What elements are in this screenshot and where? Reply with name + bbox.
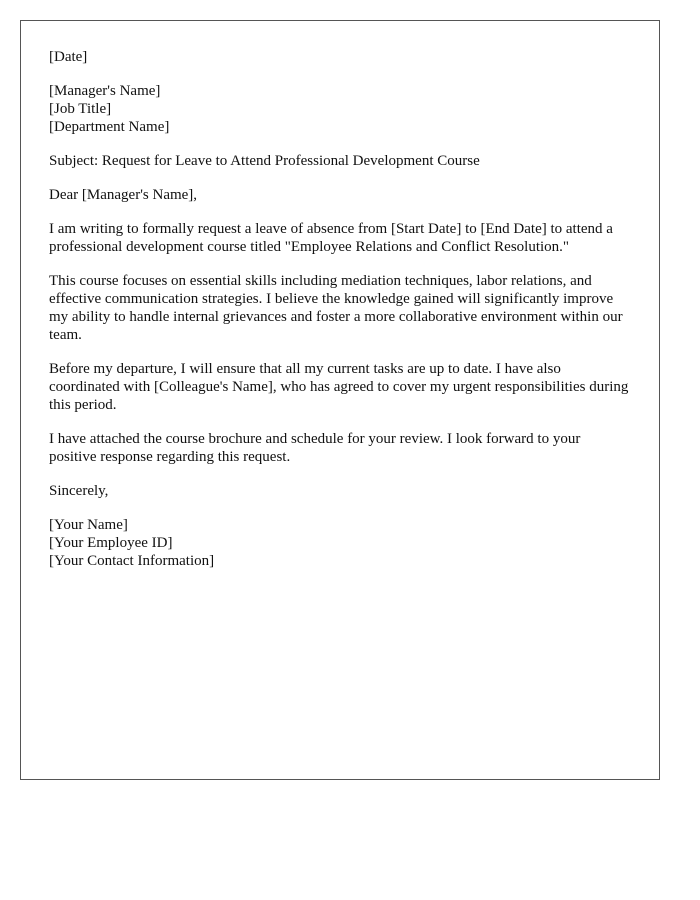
signature-employee-id: [Your Employee ID]: [49, 535, 173, 551]
body-paragraph-leave-request: I am writing to formally request a leave of absence from [Start Date] to [End Date] to attend a professional development course titled "Employee Relations and Conflict Resolution.": [49, 221, 613, 255]
letter-page: [20, 20, 660, 780]
recipient-title: [Job Title]: [49, 101, 112, 117]
body-paragraph-course-focus: This course focuses on essential skills including mediation techniques, labor relations, and effective communication strategies. I believe the knowledge gained will significantly improve my ability to handle internal grievances and foster a more collaborative environment within our team.: [49, 273, 623, 343]
letter-date: [Date]: [49, 49, 88, 65]
body-paragraph-coverage: Before my departure, I will ensure that all my current tasks are up to date. I have also coordinated with [Colleague's Name], who has agreed to cover my urgent responsibilities during this period.: [49, 361, 629, 413]
signature-block: [49, 516, 631, 570]
letter-salutation: Dear [Manager's Name],: [49, 187, 198, 203]
body-paragraph-attachments: I have attached the course brochure and schedule for your review. I look forward to your positive response regarding this request.: [49, 431, 581, 465]
signature-contact: [Your Contact Information]: [49, 553, 215, 569]
signature-name: [Your Name]: [49, 517, 128, 533]
letter-subject: Subject: Request for Leave to Attend Professional Development Course: [49, 153, 480, 169]
letter-closing: Sincerely,: [49, 483, 109, 499]
recipient-department: [Department Name]: [49, 119, 170, 135]
recipient-name: [Manager's Name]: [49, 83, 161, 99]
recipient-block: [49, 82, 631, 136]
